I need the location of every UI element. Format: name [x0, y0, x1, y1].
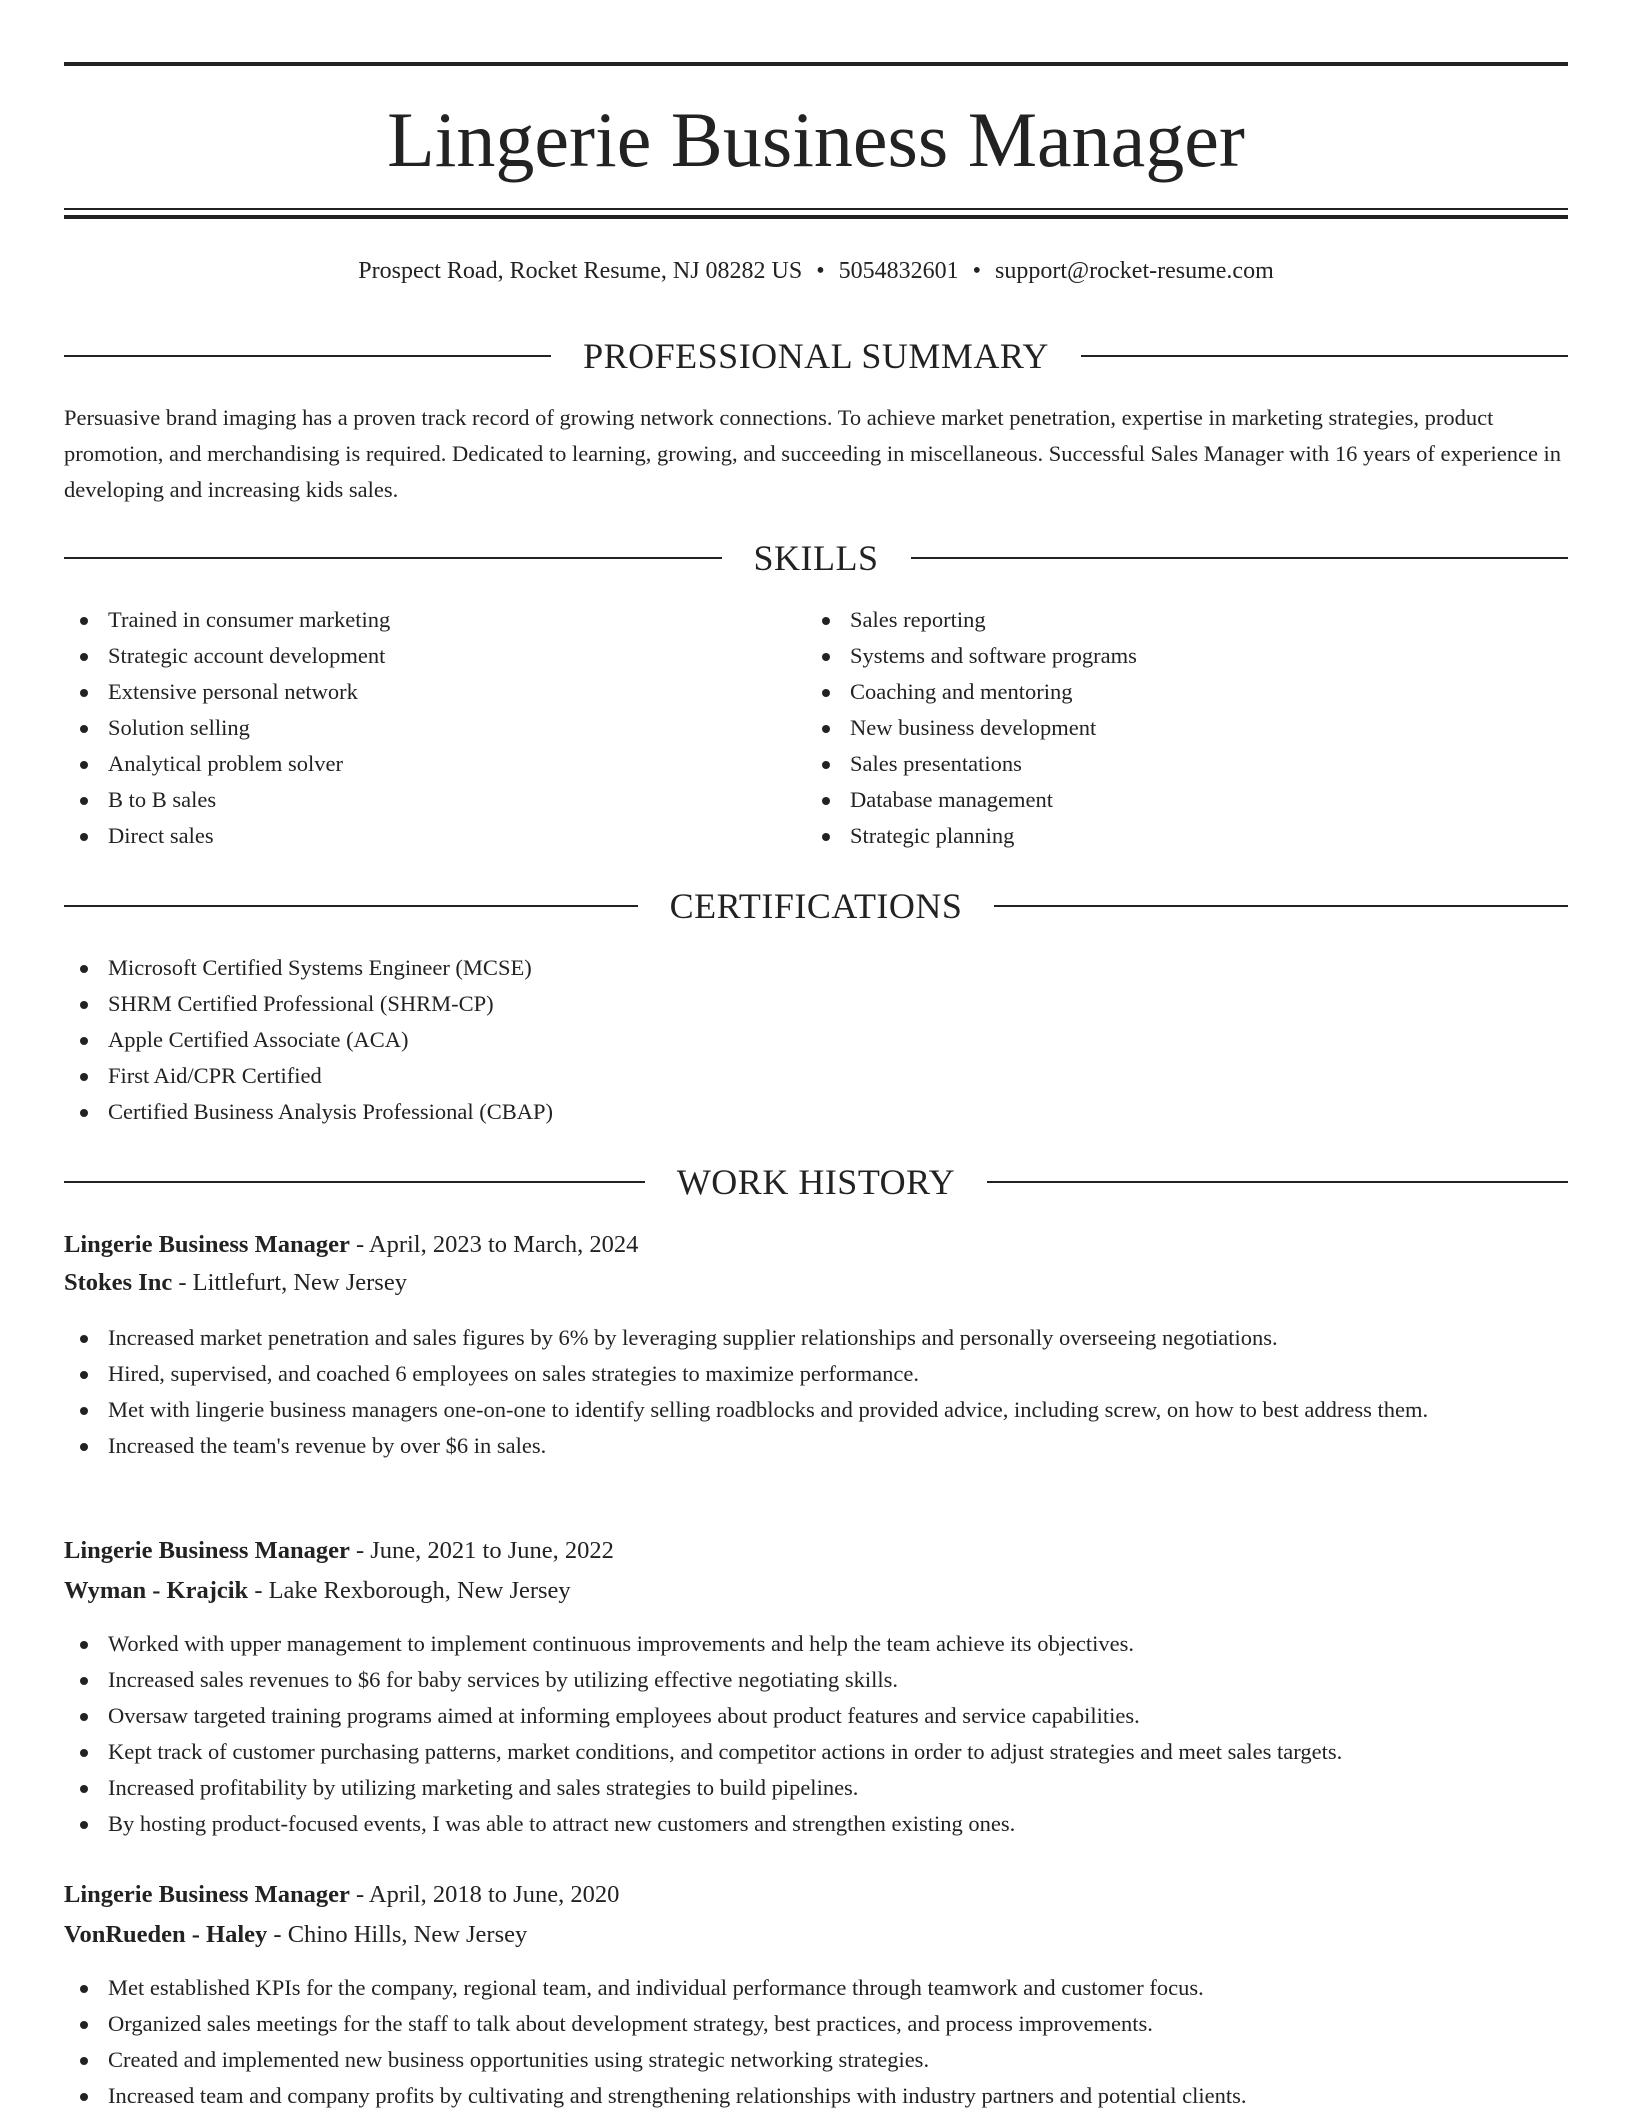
skill-item: Coaching and mentoring	[806, 674, 1566, 710]
job-dates: - June, 2021 to June, 2022	[349, 1537, 614, 1564]
job-location: - Lake Rexborough, New Jersey	[248, 1577, 571, 1604]
skills-title: SKILLS	[753, 538, 879, 578]
job-bullet: Met established KPIs for the company, regional team, and individual performance through teamwork and customer focus.	[64, 1970, 1568, 2006]
skill-item: Systems and software programs	[806, 638, 1566, 674]
job-bullet: Increased sales revenues to $6 for baby services by utilizing effective negotiating skills.	[64, 1662, 1568, 1698]
job-bullet: Oversaw targeted training programs aimed at informing employees about product features and service capabilities.	[64, 1698, 1568, 1734]
skill-item: Solution selling	[64, 710, 804, 746]
skill-item: Extensive personal network	[64, 674, 804, 710]
heading-rule-left	[64, 1181, 645, 1183]
skills-list-right	[806, 602, 1566, 854]
heading-rule-left	[64, 355, 551, 357]
resume-name: Lingerie Business Manager	[387, 96, 1245, 183]
skill-item: Database management	[806, 782, 1566, 818]
work-history-heading	[64, 1160, 1568, 1204]
job-bullet: Kept track of customer purchasing patterns, market conditions, and competitor actions in order to adjust strategies and meet sales targets.	[64, 1734, 1568, 1770]
job-company-line	[64, 1264, 1568, 1302]
certifications-heading	[64, 884, 1568, 928]
skill-item: Sales reporting	[806, 602, 1566, 638]
certification-item: Certified Business Analysis Professional (CBAP)	[64, 1094, 1568, 1130]
contact-line	[64, 254, 1568, 288]
job-bullets	[64, 1970, 1568, 2114]
job-bullet: Worked with upper management to implement continuous improvements and help the team achieve its objectives.	[64, 1626, 1568, 1662]
work-history-title: WORK HISTORY	[676, 1162, 956, 1202]
job-bullet: Organized sales meetings for the staff to talk about development strategy, best practices, and process improvements.	[64, 2006, 1568, 2042]
header-top-rule	[64, 62, 1568, 66]
job-bullet: Created and implemented new business opportunities using strategic networking strategies.	[64, 2042, 1568, 2078]
skill-item: B to B sales	[64, 782, 804, 818]
job-company: VonRueden - Haley	[64, 1921, 268, 1948]
skill-item: Analytical problem solver	[64, 746, 804, 782]
job-title-line	[64, 1876, 1568, 1914]
skill-item: Strategic account development	[64, 638, 804, 674]
job-location: - Chino Hills, New Jersey	[267, 1921, 528, 1948]
skill-item: New business development	[806, 710, 1566, 746]
job-bullet: By hosting product-focused events, I was able to attract new customers and strengthen existing ones.	[64, 1806, 1568, 1842]
job-bullet: Increased team and company profits by cultivating and strengthening relationships with industry partners and potential clients.	[64, 2078, 1568, 2114]
heading-rule-right	[987, 1181, 1568, 1183]
contact-address: Prospect Road, Rocket Resume, NJ 08282 US	[358, 258, 803, 284]
job-company-line	[64, 1916, 1568, 1954]
heading-rule-left	[64, 557, 722, 559]
header-rule-upper	[64, 208, 1568, 210]
certification-item: Microsoft Certified Systems Engineer (MCSE)	[64, 950, 1568, 986]
certifications-title: CERTIFICATIONS	[669, 886, 963, 926]
job-company: Stokes Inc	[64, 1269, 173, 1296]
job-bullet: Hired, supervised, and coached 6 employees on sales strategies to maximize performance.	[64, 1356, 1568, 1392]
job-role: Lingerie Business Manager	[64, 1231, 350, 1258]
summary-title: PROFESSIONAL SUMMARY	[583, 336, 1049, 376]
header-rule-lower	[64, 215, 1568, 219]
job-dates: - April, 2023 to March, 2024	[349, 1231, 639, 1258]
job-bullets	[64, 1320, 1568, 1464]
skills-list-left	[64, 602, 804, 854]
job-role: Lingerie Business Manager	[64, 1537, 350, 1564]
heading-rule-left	[64, 905, 638, 907]
job-bullet: Increased market penetration and sales figures by 6% by leveraging supplier relationships and personally overseeing negotiations.	[64, 1320, 1568, 1356]
certification-item: SHRM Certified Professional (SHRM-CP)	[64, 986, 1568, 1022]
job-title-line	[64, 1532, 1568, 1570]
contact-phone[interactable]: 5054832601	[838, 258, 959, 284]
skill-item: Trained in consumer marketing	[64, 602, 804, 638]
skill-item: Sales presentations	[806, 746, 1566, 782]
certification-item: First Aid/CPR Certified	[64, 1058, 1568, 1094]
job-company: Wyman - Krajcik	[64, 1577, 249, 1604]
heading-rule-right	[994, 905, 1568, 907]
summary-text: Persuasive brand imaging has a proven track record of growing network connections. To achieve market penetration, expertise in marketing strategies, product promotion, and merchandising is required. Dedicated to learning, growing, and succeeding in miscellaneous. Successful Sales Manager with 16 years of experience in developing and increasing kids sales.	[64, 405, 1562, 502]
job-bullet: Increased the team's revenue by over $6 in sales.	[64, 1428, 1568, 1464]
summary-heading	[64, 334, 1568, 378]
skill-item: Strategic planning	[806, 818, 1566, 854]
skill-item: Direct sales	[64, 818, 804, 854]
job-bullet: Increased profitability by utilizing marketing and sales strategies to build pipelines.	[64, 1770, 1568, 1806]
job-location: - Littlefurt, New Jersey	[172, 1269, 407, 1296]
job-role: Lingerie Business Manager	[64, 1881, 350, 1908]
job-bullet: Met with lingerie business managers one-on-one to identify selling roadblocks and provided advice, including screw, on how to best address them.	[64, 1392, 1568, 1428]
contact-separator: •	[972, 258, 982, 284]
certification-item: Apple Certified Associate (ACA)	[64, 1022, 1568, 1058]
job-bullets	[64, 1626, 1568, 1842]
job-title-line	[64, 1226, 1568, 1264]
job-dates: - April, 2018 to June, 2020	[349, 1881, 620, 1908]
job-company-line	[64, 1572, 1568, 1610]
heading-rule-right	[911, 557, 1569, 559]
skills-heading	[64, 536, 1568, 580]
contact-email[interactable]: support@rocket-resume.com	[995, 258, 1274, 284]
certifications-list	[64, 950, 1568, 1130]
contact-separator: •	[816, 258, 825, 284]
heading-rule-right	[1081, 355, 1568, 357]
